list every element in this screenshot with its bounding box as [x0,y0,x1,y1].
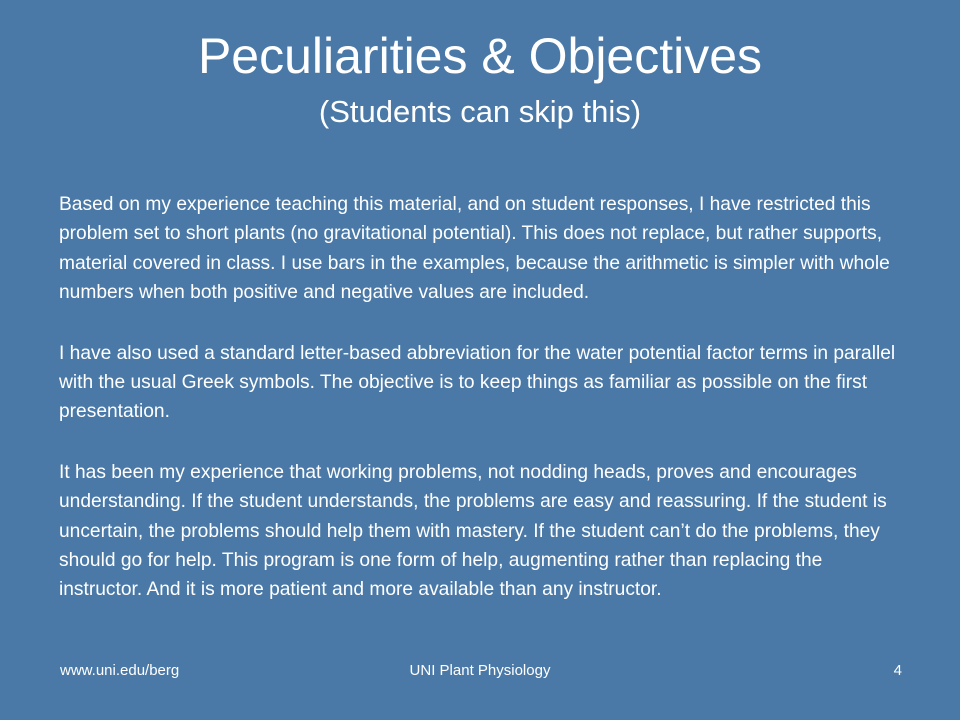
footer-course: UNI Plant Physiology [409,662,551,679]
slide-subtitle: (Students can skip this) [318,94,642,129]
footer-page-number: 4 [893,662,902,679]
body-paragraph: I have also used a standard letter-based abbreviation for the water potential factor terms in parallel with the usual Greek symbols. The objective is to keep things as familiar as possible on the first presentation. [59,342,896,423]
body-paragraph: Based on my experience teaching this material, and on student responses, I have restricted this problem set to short plants (no gravitational potential). This does not replace, but rather supports, material covered in class. I use bars in the examples, because the arithmetic is simpler with whole numbers when both positive and negative values are included. [59,194,890,304]
footer-url: www.uni.edu/berg [60,662,180,679]
slide-body [59,190,899,636]
body-paragraph: It has been my experience that working problems, not nodding heads, proves and encourages understanding. If the student understands, the problems are easy and reassuring. If the student is uncertain, the problems should help them with mastery. If the student can’t do the problems, they should go for help. This program is one form of help, augmenting rather than replacing the instructor. And it is more patient and more available than any instructor. [59,461,887,601]
slide-title: Peculiarities & Objectives [197,28,763,84]
